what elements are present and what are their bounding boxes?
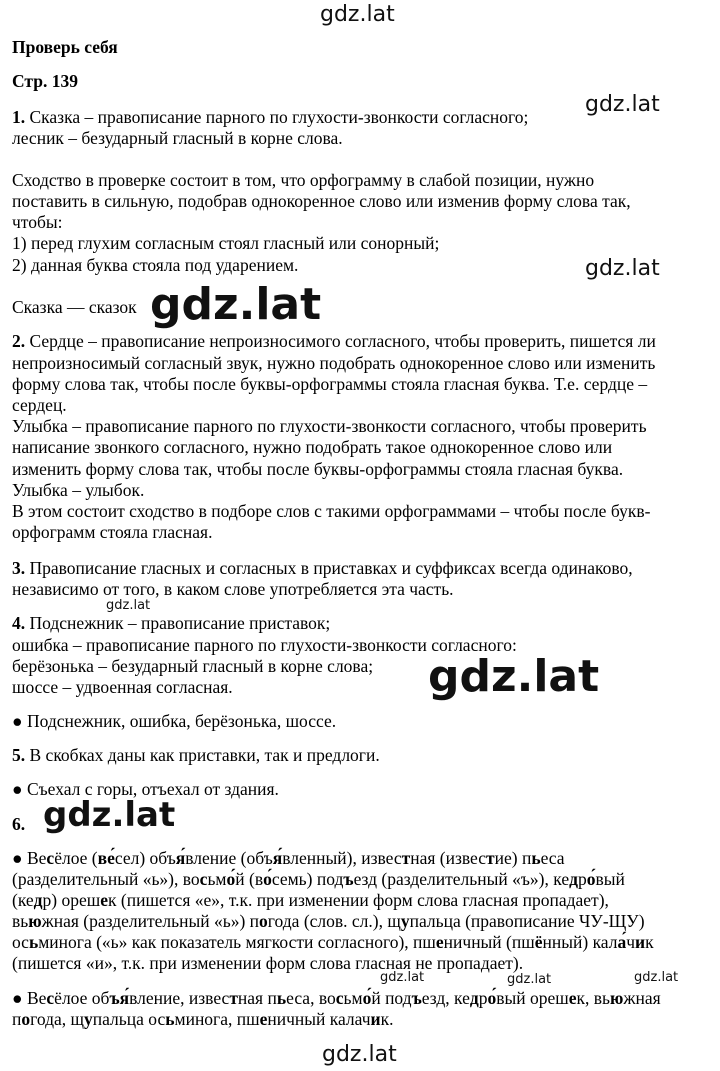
orthogram-letter: у bbox=[84, 1009, 93, 1029]
task1-line-e: чтобы: bbox=[12, 212, 63, 232]
text-segment: вь bbox=[12, 911, 29, 931]
text-segment: (ке bbox=[12, 890, 34, 910]
text-segment: й (в bbox=[235, 869, 264, 889]
task6-answer-1 bbox=[12, 987, 661, 1009]
text-segment: жная bbox=[623, 988, 661, 1008]
text-segment: езд, ке bbox=[421, 988, 470, 1008]
orthogram-letter: ъ bbox=[411, 988, 422, 1008]
orthogram-letter: о́ bbox=[226, 869, 236, 889]
text-segment: ● Ве bbox=[12, 988, 47, 1008]
text-segment: ная п bbox=[237, 988, 277, 1008]
task1-text-a: Сказка – правописание парного по глухости-звонкости согласного; bbox=[25, 107, 529, 127]
orthogram-letter: е bbox=[435, 932, 444, 952]
watermark-small-4: gdz.lat bbox=[634, 970, 679, 985]
watermark-large-1: gdz.lat bbox=[150, 279, 322, 330]
watermark-bottom: gdz.lat bbox=[322, 1042, 397, 1067]
watermark-small-2: gdz.lat bbox=[380, 970, 425, 985]
text-segment: вленный), извес bbox=[282, 848, 402, 868]
orthogram-letter: ве́ bbox=[97, 848, 115, 868]
task5-text-a: В скобках даны как приставки, так и предлоги. bbox=[25, 745, 380, 765]
task1-number: 1. bbox=[12, 107, 26, 127]
text-segment: к. bbox=[380, 1009, 394, 1029]
orthogram-letter: и bbox=[370, 1009, 381, 1029]
task1-line-d: поставить в сильную, подобрав однокоренное слово или изменив форму слова так, bbox=[12, 191, 631, 211]
orthogram-letter: ъ bbox=[109, 988, 120, 1008]
text-segment: ничный (пш bbox=[443, 932, 535, 952]
task3-line-a bbox=[12, 557, 633, 579]
task2-line-j: орфограмм стояла гласная. bbox=[12, 522, 213, 542]
task2-line-c: форму слова так, чтобы после буквы-орфограммы стояла гласная буква. Т.е. сердце – bbox=[12, 374, 648, 394]
orthogram-letter: т bbox=[401, 848, 411, 868]
orthogram-letter: я́ bbox=[119, 988, 130, 1008]
watermark-small-3: gdz.lat bbox=[507, 972, 552, 987]
text-segment: р bbox=[478, 988, 488, 1008]
task4-line-d: шоссе – удвоенная согласная. bbox=[12, 677, 233, 697]
text-segment: й под bbox=[371, 988, 412, 1008]
text-segment: сел) объ bbox=[114, 848, 176, 868]
text-segment: ьм bbox=[207, 869, 227, 889]
task1-line-b: лесник – безударный гласный в корне слова. bbox=[12, 128, 343, 148]
text-segment: к bbox=[645, 932, 654, 952]
text-segment: ёлое ( bbox=[54, 848, 98, 868]
orthogram-letter: ь bbox=[276, 988, 287, 1008]
orthogram-letter: о́ bbox=[362, 988, 372, 1008]
task3-text-a: Правописание гласных и согласных в приставках и суффиксах всегда одинаково, bbox=[25, 558, 633, 578]
section-heading: Проверь себя bbox=[12, 37, 118, 57]
text-segment: ьм bbox=[343, 988, 363, 1008]
orthogram-letter: о́ bbox=[263, 869, 272, 889]
text-segment: еса, во bbox=[286, 988, 336, 1008]
orthogram-letter: я́ bbox=[175, 848, 186, 868]
task4-text-a: Подснежник – правописание приставок; bbox=[25, 613, 331, 633]
orthogram-letter: д bbox=[33, 890, 43, 910]
task1-line-c: Сходство в проверке состоит в том, что орфограмму в слабой позиции, нужно bbox=[12, 170, 595, 190]
text-segment: пальца ос bbox=[92, 1009, 166, 1029]
task6-line-3 bbox=[12, 889, 609, 911]
text-segment: ос bbox=[12, 932, 29, 952]
text-segment: жная (разделительный «ь») п bbox=[41, 911, 260, 931]
text-segment: минога («ь» как показатель мягкости согласного), пш bbox=[38, 932, 436, 952]
orthogram-letter: о́ bbox=[487, 988, 497, 1008]
orthogram-letter: а́ bbox=[617, 932, 627, 952]
task6-number: 6. bbox=[12, 814, 26, 834]
orthogram-letter: я́ bbox=[272, 848, 283, 868]
task2-number: 2. bbox=[12, 331, 26, 351]
orthogram-letter: с bbox=[335, 988, 344, 1008]
text-segment: нный) кал bbox=[542, 932, 618, 952]
task6-line-6 bbox=[12, 952, 523, 974]
text-segment: ная (извес bbox=[410, 848, 487, 868]
orthogram-letter: ь bbox=[165, 1009, 175, 1029]
task2-line-g: изменить форму слова так, чтобы после буквы-орфограммы стояла гласная буква. bbox=[12, 459, 624, 479]
orthogram-letter: т bbox=[229, 988, 238, 1008]
task3-number: 3. bbox=[12, 558, 26, 578]
orthogram-letter: ъ bbox=[343, 869, 354, 889]
orthogram-letter: ь bbox=[531, 848, 541, 868]
text-segment: р bbox=[577, 869, 587, 889]
page-number: Стр. 139 bbox=[12, 71, 78, 91]
orthogram-letter: ь bbox=[28, 932, 39, 952]
task6-answer-2 bbox=[12, 1008, 394, 1030]
text-segment: к, вь bbox=[576, 988, 611, 1008]
task1-line-h: Сказка — сказок bbox=[12, 297, 137, 317]
watermark-small-1: gdz.lat bbox=[106, 598, 151, 613]
task6-line-4 bbox=[12, 910, 645, 932]
text-segment: ● bbox=[12, 848, 27, 868]
orthogram-letter: е bbox=[568, 988, 577, 1008]
text-segment: (пишется «и», т.к. при изменении форм слова гласная не пропадает). bbox=[12, 953, 524, 973]
text-segment: вление, извес bbox=[129, 988, 230, 1008]
task6-line-2 bbox=[12, 868, 625, 890]
text-segment: езд (разделительный «ъ»), ке bbox=[353, 869, 570, 889]
task2-line-e: Улыбка – правописание парного по глухости-звонкости согласного, чтобы проверить bbox=[12, 416, 647, 436]
text-segment: р) ореш bbox=[42, 890, 101, 910]
task2-line-i: В этом состоит сходство в подборе слов с такими орфограммами – чтобы после букв- bbox=[12, 501, 651, 521]
text-segment: вый ореш bbox=[496, 988, 569, 1008]
task2-line-h: Улыбка – улыбок. bbox=[12, 480, 145, 500]
task4-line-b: ошибка – правописание парного по глухости-звонкости согласного: bbox=[12, 635, 517, 655]
task5-answer: ● Съехал с горы, отъехал от здания. bbox=[12, 779, 279, 799]
orthogram-letter: д bbox=[569, 869, 578, 889]
orthogram-letter: е bbox=[100, 890, 109, 910]
text-segment: ч bbox=[626, 932, 636, 952]
orthogram-letter: о bbox=[259, 911, 268, 931]
task1-line-a bbox=[12, 106, 528, 128]
text-segment: еса bbox=[540, 848, 565, 868]
watermark-large-2: gdz.lat bbox=[428, 651, 600, 702]
orthogram-letter: о́ bbox=[586, 869, 596, 889]
text-segment: ёлое об bbox=[54, 988, 110, 1008]
watermark-large-3: gdz.lat bbox=[43, 795, 176, 835]
task3-line-b: независимо от того, в каком слове употребляется эта часть. bbox=[12, 579, 454, 599]
text-segment: п bbox=[12, 1009, 22, 1029]
text-segment: года (слов. сл.), щ bbox=[267, 911, 401, 931]
orthogram-letter: с bbox=[46, 988, 55, 1008]
orthogram-letter: ё bbox=[534, 932, 543, 952]
orthogram-letter: ю bbox=[610, 988, 624, 1008]
text-segment: Ве bbox=[26, 848, 47, 868]
text-segment: семь) под bbox=[271, 869, 344, 889]
orthogram-letter: ю bbox=[28, 911, 42, 931]
task1-line-f: 1) перед глухим согласным стоял гласный или сонорный; bbox=[12, 233, 440, 253]
watermark-right-1: gdz.lat bbox=[585, 92, 660, 117]
text-segment: ничный калач bbox=[267, 1009, 371, 1029]
orthogram-letter: е bbox=[259, 1009, 268, 1029]
watermark-right-2: gdz.lat bbox=[585, 256, 660, 281]
task4-line-a bbox=[12, 612, 330, 634]
task2-line-d: сердец. bbox=[12, 395, 67, 415]
task6-line-5 bbox=[12, 931, 654, 953]
orthogram-letter: и bbox=[635, 932, 646, 952]
text-segment: минога, пш bbox=[174, 1009, 260, 1029]
task5-number: 5. bbox=[12, 745, 26, 765]
orthogram-letter: т bbox=[486, 848, 495, 868]
text-segment: вление (объ bbox=[185, 848, 273, 868]
text-segment: ие) п bbox=[494, 848, 532, 868]
task2-text-a: Сердце – правописание непроизносимого согласного, чтобы проверить, пишется ли bbox=[25, 331, 656, 351]
task4-line-c: берёзонька – безударный гласный в корне слова; bbox=[12, 656, 374, 676]
orthogram-letter: с bbox=[46, 848, 55, 868]
task4-answer: ● Подснежник, ошибка, берёзонька, шоссе. bbox=[12, 711, 337, 731]
task5-line-a bbox=[12, 744, 380, 766]
orthogram-letter: с bbox=[199, 869, 208, 889]
orthogram-letter: у bbox=[400, 911, 410, 931]
task6-line-1 bbox=[12, 847, 565, 869]
orthogram-letter: о bbox=[21, 1009, 31, 1029]
task2-line-b: непроизносимый согласный звук, нужно подобрать однокоренное слово или изменить bbox=[12, 353, 656, 373]
task2-line-a bbox=[12, 330, 656, 352]
text-segment: пальца (правописание ЧУ-ЩУ) bbox=[409, 911, 645, 931]
task4-number: 4. bbox=[12, 613, 26, 633]
task1-line-g: 2) данная буква стояла под ударением. bbox=[12, 255, 299, 275]
watermark-top: gdz.lat bbox=[320, 2, 395, 27]
text-segment: года, щ bbox=[30, 1009, 85, 1029]
orthogram-letter: д bbox=[469, 988, 479, 1008]
text-segment: (разделительный «ь»), во bbox=[12, 869, 200, 889]
text-segment: к (пишется «е», т.к. при изменении форм слова гласная пропадает), bbox=[108, 890, 609, 910]
text-segment: вый bbox=[595, 869, 625, 889]
task2-line-f: написание звонкого согласного, нужно подобрать такое однокоренное слово или bbox=[12, 437, 613, 457]
